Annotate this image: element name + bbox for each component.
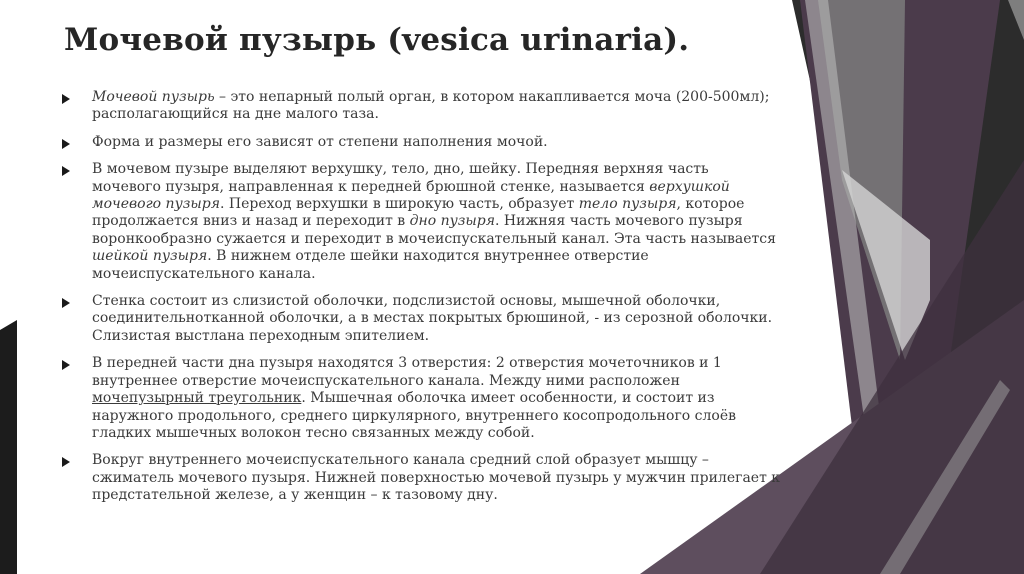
text-run: . Мышечная оболочка имеет особенности, и состоит из наружного продольного, среднего циркулярного, внутреннего косопродольного слоёв гладких мышечных волокон тесно связанных между собой. bbox=[92, 390, 737, 441]
italic-term: Мочевой пузырь bbox=[92, 89, 215, 105]
triangle-bullet-icon bbox=[62, 139, 70, 149]
bullet-list bbox=[62, 89, 782, 515]
bullet-text bbox=[92, 161, 782, 283]
italic-term: верхушкой мочевого пузыря bbox=[92, 178, 730, 213]
left-edge-shape bbox=[0, 320, 17, 574]
text-run: . В нижнем отделе шейки находится внутреннее отверстие мочеиспускательного канала. bbox=[92, 248, 649, 282]
text-run: Форма и размеры его зависят от степени наполнения мочой. bbox=[92, 133, 548, 150]
bullet-item bbox=[62, 293, 782, 345]
text-run: В мочевом пузыре выделяют верхушку, тело, дно, шейку. Передняя верхняя часть мочевого пузыря, направленная к передней брюшной стенке, называется bbox=[92, 161, 709, 195]
triangle-bullet-icon bbox=[62, 166, 70, 176]
text-run: – это непарный полый орган, в котором накапливается моча (200-500мл); располагающийся на дне малого таза. bbox=[92, 89, 770, 123]
triangle-bullet-icon bbox=[62, 360, 70, 370]
triangle-bullet-icon bbox=[62, 457, 70, 467]
bullet-text bbox=[92, 355, 782, 442]
underlined-term: мочепузырный треугольник bbox=[92, 390, 302, 407]
bullet-text bbox=[92, 293, 782, 345]
bullet-item bbox=[62, 161, 782, 283]
bullet-item bbox=[62, 134, 782, 151]
triangle-bullet-icon bbox=[62, 298, 70, 308]
bullet-item bbox=[62, 89, 782, 124]
text-run: Вокруг внутреннего мочеиспускательного канала средний слой образует мышцу – сжиматель мочевого пузыря. Нижней поверхностью мочевой пузырь у мужчин прилегает к предстательной железе, а у женщин – к тазовому дну. bbox=[92, 452, 781, 504]
italic-term: шейкой пузыря bbox=[92, 248, 208, 265]
text-run: Стенка состоит из слизистой оболочки, подслизистой основы, мышечной оболочки, соединительнотканной оболочки, а в местах покрытых брюшиной, - из серозной оболочки. Слизистая выстлана переходным эпителием. bbox=[92, 293, 773, 344]
bullet-text bbox=[92, 134, 782, 151]
bullet-item bbox=[62, 355, 782, 442]
slide-title: Мочевой пузырь (vesica urinaria). bbox=[64, 22, 690, 58]
bullet-text bbox=[92, 452, 782, 504]
italic-term: тело пузыря bbox=[578, 196, 677, 213]
text-run: . Переход верхушки в широкую часть, образует bbox=[219, 196, 579, 213]
text-run: , которое продолжается вниз и назад и переходит в bbox=[92, 196, 745, 230]
bullet-item bbox=[62, 452, 782, 504]
bullet-text bbox=[92, 89, 782, 124]
triangle-bullet-icon bbox=[62, 94, 70, 104]
text-run: . Нижняя часть мочевого пузыря воронкообразно сужается и переходит в мочеиспускательный канал. Эта часть называется bbox=[92, 213, 776, 247]
italic-term: дно пузыря bbox=[409, 213, 496, 230]
text-run: В передней части дна пузыря находятся 3 отверстия: 2 отверстия мочеточников и 1 внутреннее отверстие мочеиспускательного канала. Между ними расположен bbox=[92, 355, 722, 389]
